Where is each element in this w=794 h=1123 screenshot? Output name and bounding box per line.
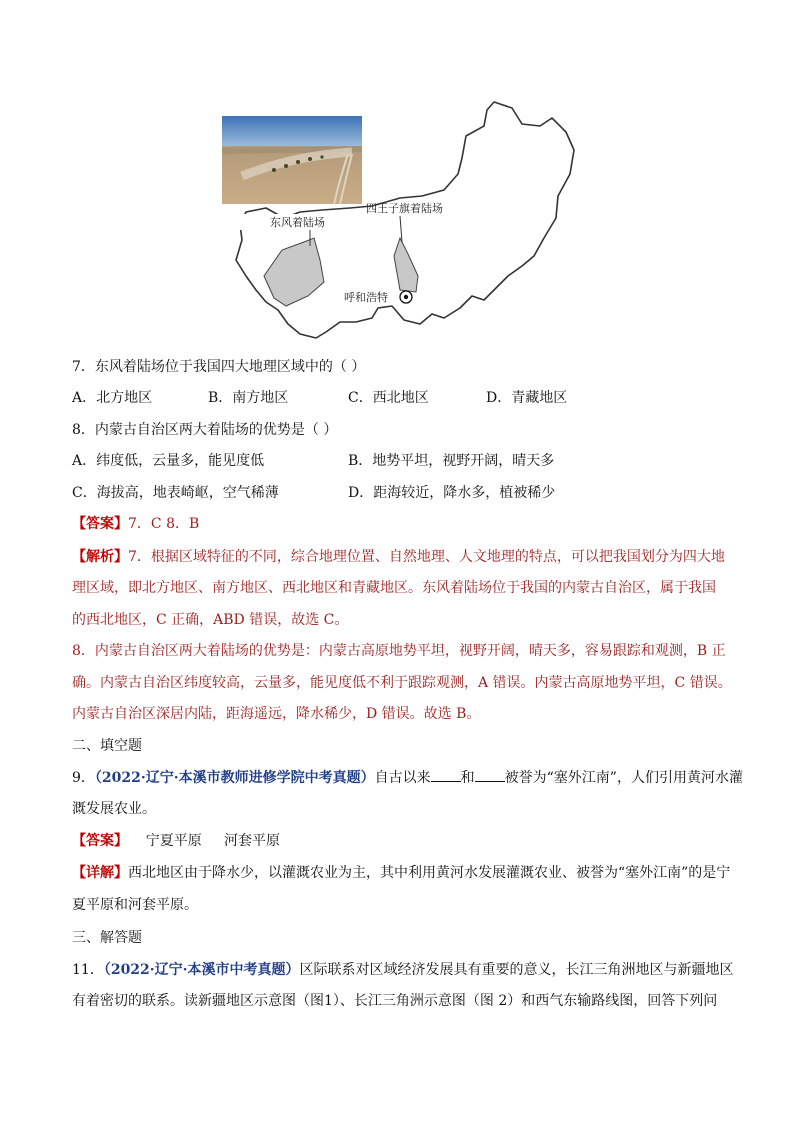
answer-7-8	[72, 514, 199, 534]
label-hohhot: 呼和浩特	[344, 291, 388, 304]
q8-option-c: C．海拔高，地表崎岖，空气稀薄	[72, 485, 279, 501]
q7-option-d: D．青藏地区	[486, 390, 568, 406]
detail-tag: 【详解】	[72, 865, 128, 881]
analysis-line-6: 内蒙古自治区深居内陆，距海遥远，降水稀少，D 错误。故选 B。	[72, 706, 481, 722]
answer-9-text: 宁夏平原 河套平原	[128, 833, 281, 849]
analysis-line-1: 【解析】7．根据区域特征的不同，综合地理位置、自然地理、人文地理的特点，可以把我国划分为四大地	[72, 549, 725, 565]
q7-option-a: A．北方地区	[72, 390, 153, 406]
q9-source: （2022·辽宁·本溪市教师进修学院中考真题）	[94, 770, 375, 786]
answer-tag: 【答案】	[72, 516, 128, 532]
section-answer-questions: 三、解答题	[72, 930, 142, 946]
q9-blank-2[interactable]	[475, 767, 505, 782]
analysis-line-3: 的西北地区，C 正确，ABD 错误，故选 C。	[72, 612, 349, 628]
desert-photo	[222, 116, 362, 204]
analysis-line-2: 理区域，即北方地区、南方地区、西北地区和青藏地区。东风着陆场位于我国的内蒙古自治区，属于我国	[72, 580, 716, 596]
analysis-tag: 【解析】	[72, 549, 128, 565]
q11-source: （2022·辽宁·本溪市中考真题）	[103, 962, 300, 978]
section-fill-in: 二、填空题	[72, 738, 142, 754]
q8-stem: 8．内蒙古自治区两大着陆场的优势是（ ）	[72, 422, 338, 438]
answer-9-tag: 【答案】	[72, 833, 128, 849]
q11-line-2: 有着密切的联系。读新疆地区示意图（图1）、长江三角洲示意图（图 2）和西气东输路线图，回答下列问	[72, 993, 718, 1009]
q11-line-1: 11．（2022·辽宁·本溪市中考真题）区际联系对区域经济发展具有重要的意义，长江三角洲地区与新疆地区	[72, 962, 734, 978]
label-siziwang: 四王子旗着陆场	[366, 202, 443, 215]
answer-9	[72, 831, 280, 851]
q8-option-b: B．地势平坦，视野开阔，晴天多	[348, 453, 555, 469]
q8-option-a: A．纬度低，云量多，能见度低	[72, 453, 265, 469]
q7-option-b: B．南方地区	[208, 390, 289, 406]
detail-line-1: 【详解】西北地区由于降水少，以灌溉农业为主，其中利用黄河水发展灌溉农业、被誉为“塞外江南”的是宁	[72, 865, 731, 881]
q9-line-1: 9．（2022·辽宁·本溪市教师进修学院中考真题）自古以来 和 被誉为“塞外江南”，人们引用黄河水灌	[72, 767, 743, 788]
q7-option-c: C．西北地区	[348, 390, 429, 406]
detail-line-2: 夏平原和河套平原。	[72, 897, 198, 913]
analysis-line-5: 确。内蒙古自治区纬度较高，云量多，能见度低不利于跟踪观测，A 错误。内蒙古高原地势平坦，C 错误。	[72, 675, 732, 691]
q9-line-2: 溉发展农业。	[72, 801, 156, 817]
label-dongfeng: 东风着陆场	[270, 216, 325, 229]
q7-stem: 7．东风着陆场位于我国四大地理区域中的（ ）	[72, 359, 366, 375]
q8-option-d: D．距海较近，降水多，植被稀少	[348, 485, 556, 501]
analysis-line-4: 8．内蒙古自治区两大着陆场的优势是：内蒙古高原地势平坦，视野开阔，晴天多，容易跟踪和观测，B 正	[72, 643, 726, 659]
q9-blank-1[interactable]	[431, 767, 461, 782]
answer-text: 7．C 8．B	[128, 516, 200, 532]
